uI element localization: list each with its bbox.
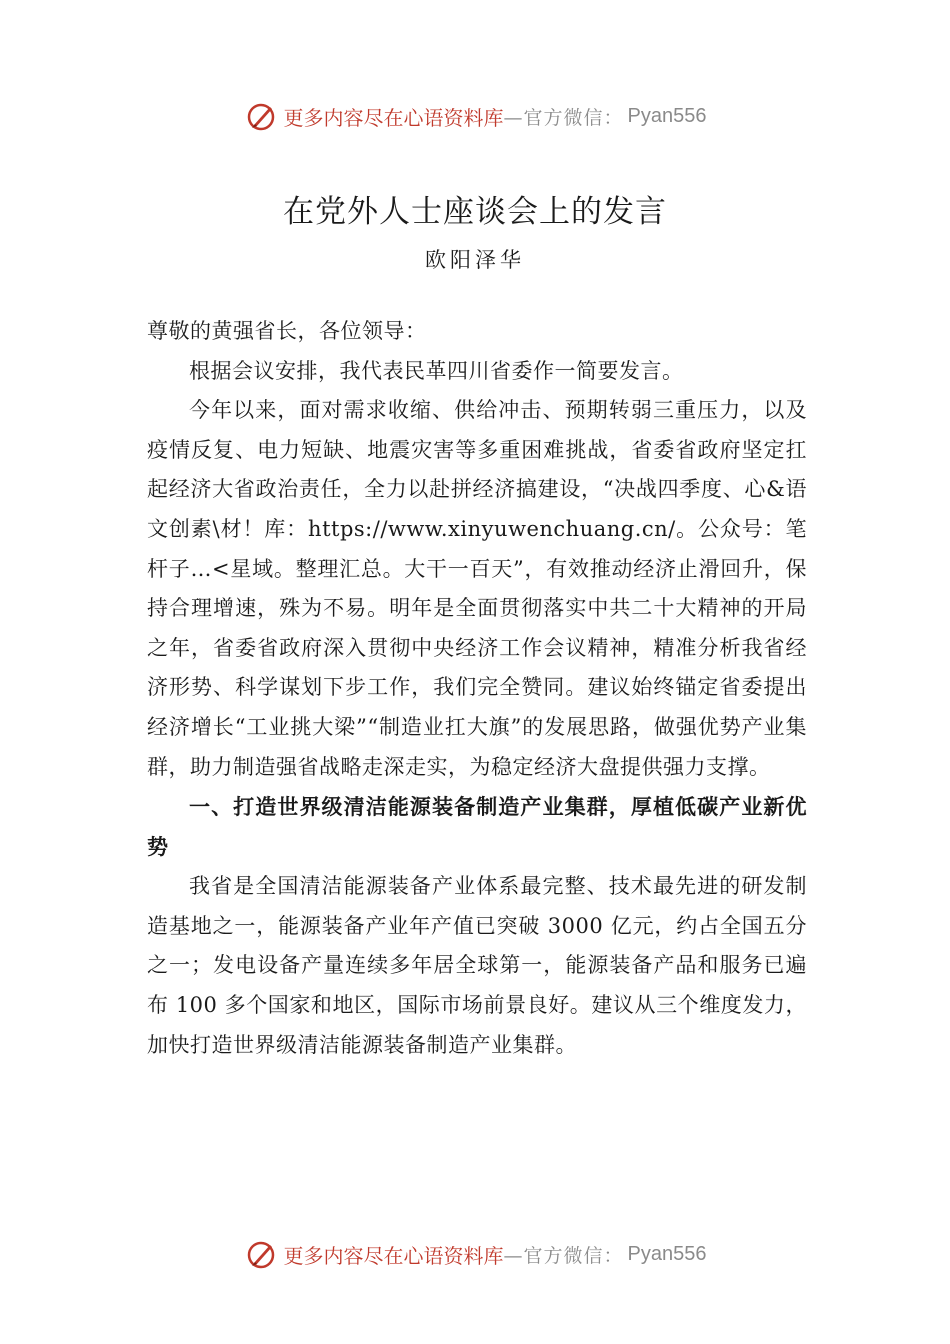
salutation: 尊敬的黄强省长，各位领导： [147, 319, 427, 343]
watermark-banner-bottom [0, 1232, 950, 1276]
watermark-text-red: 更多内容尽在心语资料库 [283, 1243, 504, 1268]
watermark-banner-top [0, 94, 950, 138]
section-heading-1: 一、打造世界级清洁能源装备制造产业集群，厚植低碳产业新优势 [147, 795, 807, 860]
watermark-wechat-id: Pyan556 [627, 104, 707, 127]
watermark-text-red: 更多内容尽在心语资料库 [283, 105, 504, 130]
document-body [147, 312, 807, 1065]
paragraph-main: 今年以来，面对需求收缩、供给冲击、预期转弱三重压力，以及疫情反复、电力短缺、地震灾害等多重困难挑战，省委省政府坚定扛起经济大省政治责任，全力以赴拼经济搞建设，“决战四季度、心&语文创素\材！库：https://www.xinyuwenchuang.cn/。公众号：笔杆子…<星域。整理汇总。大干一百天”，有效推动经济止滑回升，保持合理增速，殊为不易。明年是全面贯彻落实中共二十大精神的开局之年，省委省政府深入贯彻中央经济工作会议精神，精准分析我省经济形势、科学谋划下步工作，我们完全赞同。建议始终锚定省委提出经济增长“工业挑大梁”“制造业扛大旗”的发展思路，做强优势产业集群，助力制造强省战略走深走实，为稳定经济大盘提供强力支撑。 [147, 398, 807, 779]
document-author: 欧阳泽华 [425, 248, 525, 272]
watermark-text-grey: —官方微信： [503, 1244, 624, 1267]
document-title: 在党外人士座谈会上的发言 [283, 194, 667, 230]
paragraph-section-1: 我省是全国清洁能源装备产业体系最完整、技术最先进的研发制造基地之一，能源装备产业年产值已突破 3000 亿元，约占全国五分之一；发电设备产量连续多年居全球第一，能源装备产品和服务已遍布 100 多个国家和地区，国际市场前景良好。建议从三个维度发力，加快打造世界级清洁能源装备制造产业集群。 [147, 874, 807, 1057]
quill-pen-logo-icon [244, 1237, 278, 1271]
watermark-wechat-id: Pyan556 [627, 1242, 707, 1265]
quill-pen-logo-icon [244, 99, 278, 133]
paragraph-intro: 根据会议安排，我代表民革四川省委作一简要发言。 [189, 358, 684, 383]
watermark-text-grey: —官方微信： [503, 106, 624, 129]
